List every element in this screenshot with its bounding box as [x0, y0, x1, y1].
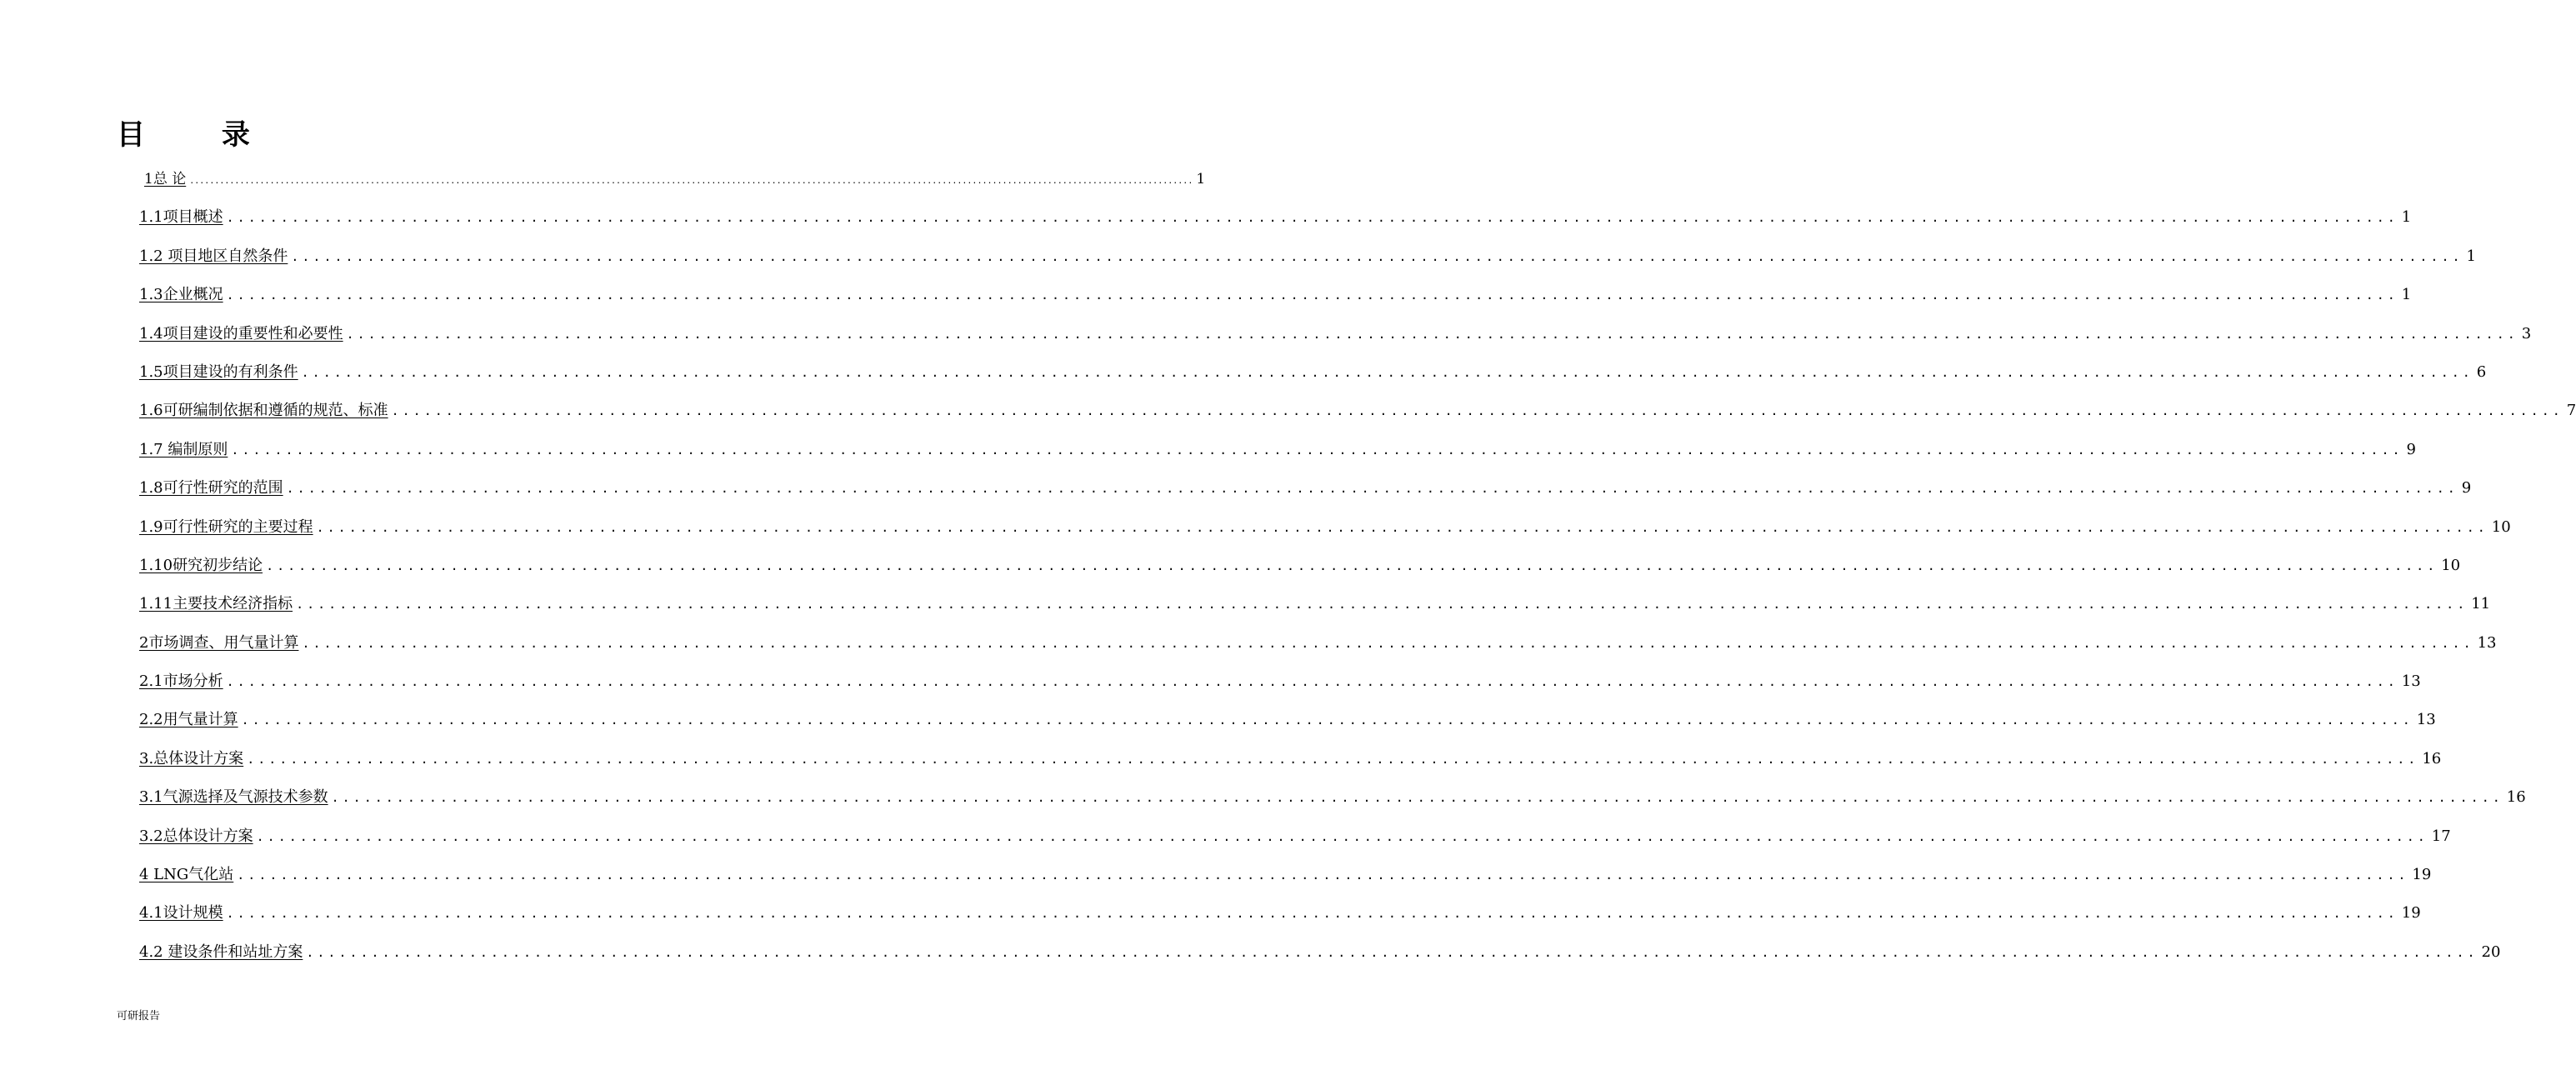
- toc-entry[interactable]: [139, 274, 2412, 312]
- toc-entry[interactable]: [139, 468, 2472, 506]
- toc-entry-page: 1: [2401, 286, 2412, 304]
- toc-entry[interactable]: [139, 197, 2412, 235]
- toc-entry-label[interactable]: 1.3企业概况: [139, 286, 223, 304]
- toc-entry-page: 10: [2491, 518, 2511, 536]
- toc-entry-label[interactable]: 3.总体设计方案: [139, 749, 244, 768]
- toc-entry-label[interactable]: 1.11主要技术经济指标: [139, 595, 293, 613]
- toc-dot-leader: ........................................................................................................................................................................................................: [226, 288, 2398, 303]
- toc-dot-leader: ........................................................................................................................................................................................................: [331, 790, 2503, 806]
- toc-entry-page: 1: [2466, 247, 2476, 265]
- toc-entry[interactable]: [139, 622, 2497, 661]
- toc-dot-leader: ........................................................................................................................................................................................................: [226, 906, 2398, 922]
- toc-dot-leader: ........................................................................................................................................................................................................: [346, 326, 2518, 342]
- toc-entry[interactable]: [139, 738, 2442, 777]
- toc-entry[interactable]: [139, 429, 2416, 468]
- toc-dot-leader: ........................................................................................................................................................................................................: [189, 177, 1193, 186]
- toc-entry[interactable]: [139, 390, 2576, 428]
- toc-entry-label[interactable]: 4 LNG气化站: [139, 866, 234, 884]
- toc-entry[interactable]: [139, 313, 2532, 352]
- toc-dot-leader: ........................................................................................................................................................................................................: [302, 635, 2474, 651]
- toc-entry[interactable]: [139, 236, 2476, 274]
- toc-entry[interactable]: [139, 661, 2421, 699]
- toc-dot-leader: ........................................................................................................................................................................................................: [301, 364, 2473, 380]
- toc-entry-label[interactable]: 2.1市场分析: [139, 672, 223, 691]
- toc-entry-label[interactable]: 1.9可行性研究的主要过程: [139, 518, 313, 536]
- toc-entry-label[interactable]: 2.2用气量计算: [139, 711, 238, 729]
- toc-entry-label[interactable]: 1.8可行性研究的范围: [139, 479, 283, 498]
- toc-entry-page: 13: [2401, 672, 2421, 691]
- toc-entry-page: 3: [2521, 324, 2532, 342]
- toc-entry-page: 1: [2401, 208, 2412, 227]
- toc-entry-page: 7: [2566, 402, 2576, 420]
- toc-dot-leader: ........................................................................................................................................................................................................: [316, 519, 2488, 535]
- toc-entry-label[interactable]: 1.7 编制原则: [139, 440, 228, 458]
- toc-entry[interactable]: [139, 699, 2436, 738]
- toc-entry-page: 6: [2476, 362, 2487, 381]
- toc-entry-page: 16: [2506, 788, 2526, 807]
- toc-entry-label[interactable]: 1.10研究初步结论: [139, 556, 263, 574]
- table-of-contents: [139, 158, 2576, 970]
- toc-entry[interactable]: [139, 892, 2421, 931]
- toc-entry-page: 13: [2477, 633, 2497, 652]
- toc-dot-leader: ........................................................................................................................................................................................................: [237, 868, 2409, 883]
- toc-entry-label[interactable]: 1.6可研编制依据和遵循的规范、标准: [139, 402, 388, 420]
- toc-entry[interactable]: [139, 816, 2451, 854]
- toc-entry[interactable]: [139, 158, 1206, 197]
- toc-dot-leader: ........................................................................................................................................................................................................: [286, 481, 2458, 497]
- toc-entry-page: 11: [2471, 595, 2491, 613]
- toc-entry-page: 13: [2416, 711, 2436, 729]
- toc-entry-label[interactable]: 4.2 建设条件和站址方案: [139, 942, 303, 961]
- toc-dot-leader: ........................................................................................................................................................................................................: [306, 944, 2478, 960]
- toc-entry[interactable]: [139, 352, 2487, 390]
- toc-entry-page: 19: [2412, 866, 2432, 884]
- toc-entry-page: 16: [2422, 749, 2442, 768]
- toc-entry[interactable]: [139, 507, 2511, 545]
- toc-entry-label[interactable]: 1.5项目建设的有利条件: [139, 362, 298, 381]
- toc-entry-page: 9: [2461, 479, 2472, 498]
- toc-dot-leader: ........................................................................................................................................................................................................: [247, 751, 2419, 767]
- toc-entry-label[interactable]: 1总 论: [144, 171, 187, 188]
- toc-dot-leader: ........................................................................................................................................................................................................: [226, 674, 2398, 690]
- toc-dot-leader: ........................................................................................................................................................................................................: [256, 828, 2428, 844]
- toc-entry[interactable]: [139, 854, 2432, 892]
- page-title: 目 录: [117, 118, 283, 152]
- toc-entry[interactable]: [139, 777, 2526, 815]
- toc-entry-page: 9: [2406, 440, 2416, 458]
- toc-entry-label[interactable]: 2市场调查、用气量计算: [139, 633, 299, 652]
- toc-entry[interactable]: [139, 932, 2501, 970]
- toc-entry-label[interactable]: 4.1设计规模: [139, 904, 223, 922]
- page-footer: 可研报告: [117, 1010, 161, 1022]
- toc-dot-leader: ........................................................................................................................................................................................................: [391, 403, 2563, 419]
- toc-dot-leader: ........................................................................................................................................................................................................: [296, 597, 2468, 612]
- toc-dot-leader: ........................................................................................................................................................................................................: [226, 210, 2398, 226]
- toc-dot-leader: ........................................................................................................................................................................................................: [231, 442, 2403, 458]
- toc-entry-page: 20: [2481, 942, 2501, 961]
- toc-entry[interactable]: [139, 545, 2461, 583]
- toc-dot-leader: ........................................................................................................................................................................................................: [266, 558, 2438, 573]
- toc-entry-page: 17: [2431, 827, 2451, 845]
- toc-entry-label[interactable]: 1.4项目建设的重要性和必要性: [139, 324, 343, 342]
- toc-dot-leader: ........................................................................................................................................................................................................: [241, 712, 2413, 728]
- toc-entry-label[interactable]: 1.1项目概述: [139, 208, 223, 227]
- toc-entry-label[interactable]: 3.1气源选择及气源技术参数: [139, 788, 328, 807]
- toc-entry-page: 1: [1196, 171, 1206, 188]
- toc-entry-label[interactable]: 3.2总体设计方案: [139, 827, 253, 845]
- toc-entry-label[interactable]: 1.2 项目地区自然条件: [139, 247, 288, 265]
- toc-entry-page: 19: [2401, 904, 2421, 922]
- toc-entry-page: 10: [2441, 556, 2461, 574]
- toc-dot-leader: ........................................................................................................................................................................................................: [291, 248, 2463, 264]
- toc-entry[interactable]: [139, 583, 2491, 622]
